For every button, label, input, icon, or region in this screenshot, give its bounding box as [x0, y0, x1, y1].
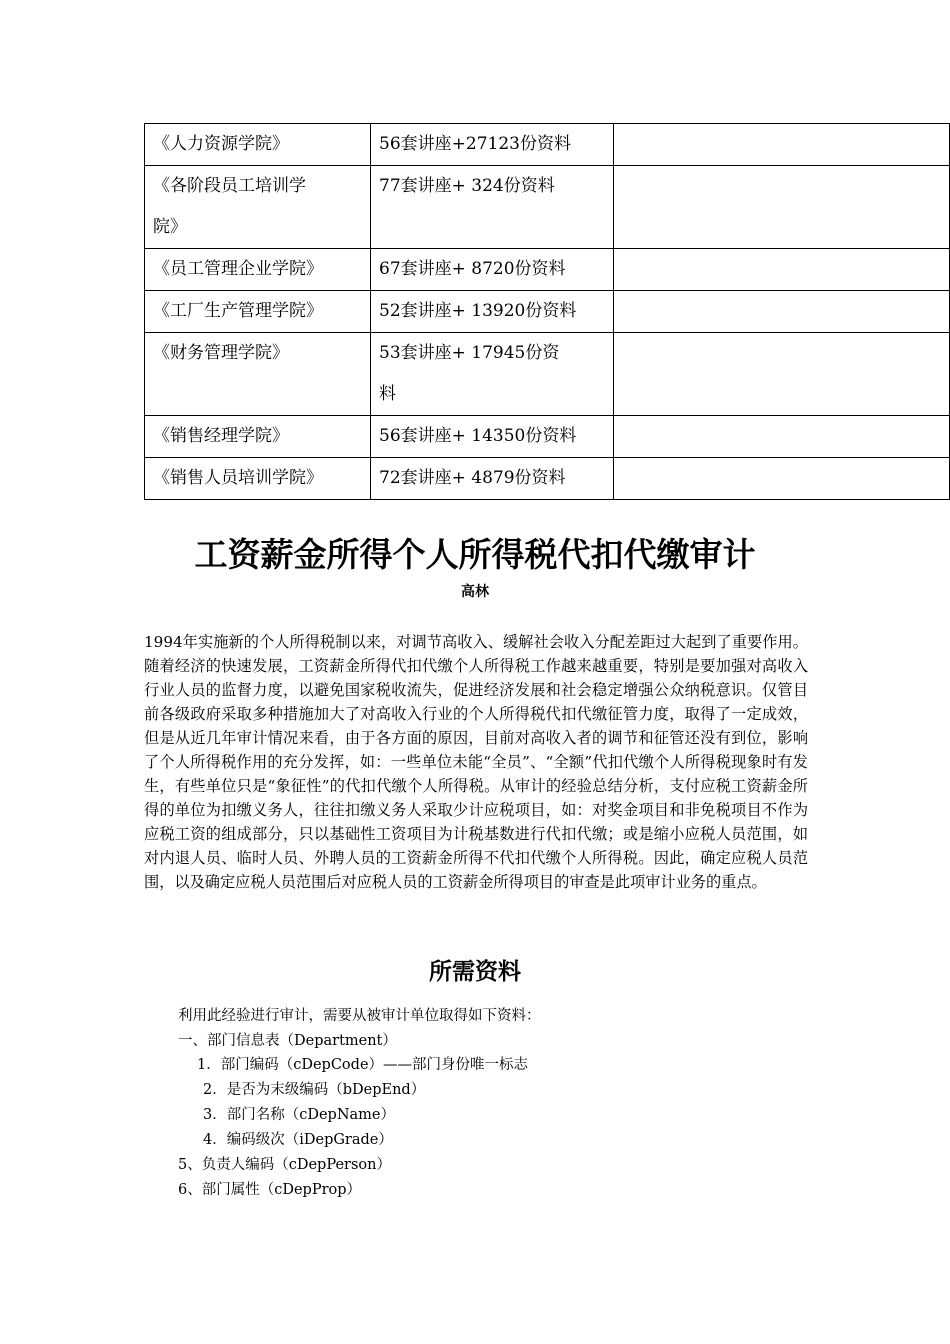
- table-cell-extra: [614, 458, 950, 500]
- table-cell-content: 53套讲座+ 17945份资料: [371, 333, 614, 416]
- list-item: 4．编码级次（iDepGrade）: [203, 1132, 393, 1148]
- table-cell-extra: [614, 333, 950, 416]
- resource-table: [144, 123, 950, 500]
- table-cell-extra: [614, 124, 950, 166]
- table-cell-name: 《员工管理企业学院》: [145, 249, 371, 291]
- table-cell-name: 《销售人员培训学院》: [145, 458, 371, 500]
- table-row: [145, 458, 950, 500]
- article-paragraph: 1994年实施新的个人所得税制以来，对调节高收入、缓解社会收入分配差距过大起到了重要作用。随着经济的快速发展，工资薪金所得代扣代缴个人所得税工作越来越重要，特别是要加强对高收入行业人员的监督力度，以避免国家税收流失，促进经济发展和社会稳定增强公众纳税意识。仅管目前各级政府采取多种措施加大了对高收入行业的个人所得税代扣代缴征管力度，取得了一定成效，但是从近几年审计情况来看，由于各方面的原因，目前对高收入者的调节和征管还没有到位，影响了个人所得税作用的充分发挥，如：一些单位未能“全员”、“全额”代扣代缴个人所得税现象时有发生，有些单位只是“象征性”的代扣代缴个人所得税。从审计的经验总结分析，支付应税工资薪金所得的单位为扣缴义务人，往往扣缴义务人采取少计应税项目，如：对奖金项目和非免税项目不作为应税工资的组成部分，只以基础性工资项目为计税基数进行代扣代缴；或是缩小应税人员范围，如对内退人员、临时人员、外聘人员的工资薪金所得不代扣代缴个人所得税。因此，确定应税人员范围，以及确定应税人员范围后对应税人员的工资薪金所得项目的审查是此项审计业务的重点。: [144, 633, 808, 891]
- list-item: 1．部门编码（cDepCode）——部门身份唯一标志: [197, 1057, 529, 1073]
- table-cell-name: 《销售经理学院》: [145, 416, 371, 458]
- table-cell-name: 《各阶段员工培训学院》: [145, 166, 371, 249]
- requirements-intro: 利用此经验进行审计，需要从被审计单位取得如下资料：: [178, 1008, 541, 1024]
- table-cell-content: 56套讲座+ 14350份资料: [371, 416, 614, 458]
- table-cell-content: 52套讲座+ 13920份资料: [371, 291, 614, 333]
- list-item: 一、部门信息表（Department）: [178, 1033, 397, 1049]
- table-cell-extra: [614, 416, 950, 458]
- table-cell-extra: [614, 291, 950, 333]
- table-cell-extra: [614, 249, 950, 291]
- table-row: [145, 124, 950, 166]
- table-row: [145, 249, 950, 291]
- table-row: [145, 333, 950, 416]
- list-item: 3．部门名称（cDepName）: [203, 1107, 395, 1123]
- table-cell-name: 《工厂生产管理学院》: [145, 291, 371, 333]
- list-item: 5、负责人编码（cDepPerson）: [178, 1157, 391, 1173]
- article-author: 高林: [461, 584, 489, 600]
- table-cell-content: 56套讲座+27123份资料: [371, 124, 614, 166]
- table-cell-name: 《财务管理学院》: [145, 333, 371, 416]
- table-cell-content: 72套讲座+ 4879份资料: [371, 458, 614, 500]
- table-cell-content: 77套讲座+ 324份资料: [371, 166, 614, 249]
- table-cell-name: 《人力资源学院》: [145, 124, 371, 166]
- table-cell-content: 67套讲座+ 8720份资料: [371, 249, 614, 291]
- table-row: [145, 166, 950, 249]
- section-heading: 所需资料: [429, 958, 521, 985]
- table-row: [145, 291, 950, 333]
- table-row: [145, 416, 950, 458]
- table-cell-extra: [614, 166, 950, 249]
- article-title: 工资薪金所得个人所得税代扣代缴审计: [194, 535, 756, 574]
- list-item: 6、部门属性（cDepProp）: [178, 1182, 362, 1198]
- list-item: 2．是否为末级编码（bDepEnd）: [203, 1082, 426, 1098]
